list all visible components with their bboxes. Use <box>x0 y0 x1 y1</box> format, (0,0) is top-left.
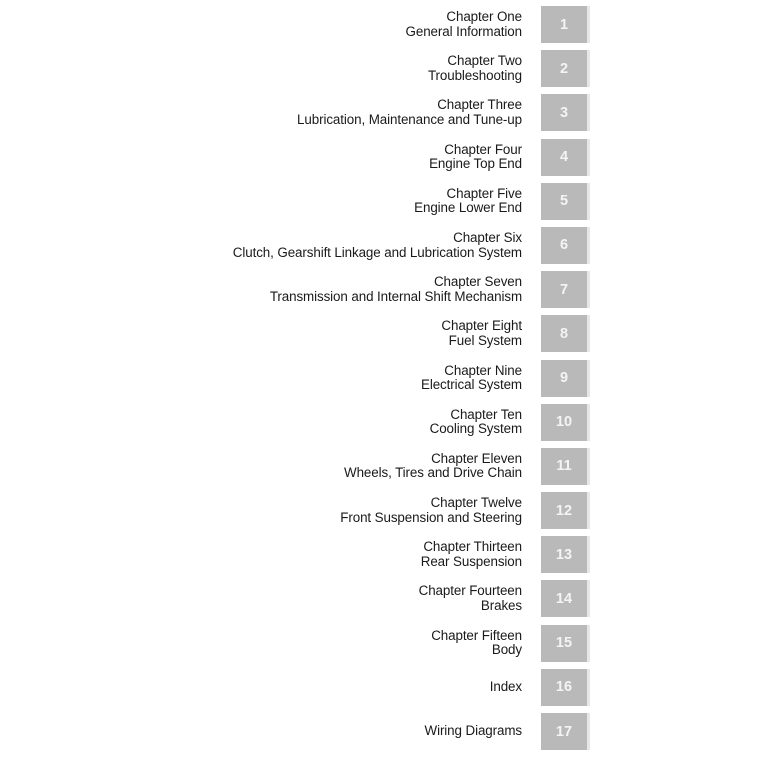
chapter-label: Chapter Two <box>447 53 522 69</box>
chapter-label: Chapter Eight <box>441 318 522 334</box>
tab-edge <box>587 404 590 441</box>
toc-entry-13[interactable] <box>0 536 770 580</box>
toc-entry-9[interactable] <box>0 360 770 404</box>
toc-entry-6[interactable] <box>0 227 770 271</box>
chapter-tab-1[interactable]: 1 <box>541 6 587 43</box>
tab-edge <box>587 183 590 220</box>
chapter-title: Engine Top End <box>429 156 522 172</box>
tab-edge <box>587 315 590 352</box>
toc-entry-12[interactable] <box>0 492 770 536</box>
entry-labels <box>344 452 522 481</box>
chapter-tab-11[interactable]: 11 <box>541 448 587 485</box>
entry-labels <box>233 231 522 260</box>
entry-labels <box>441 319 522 348</box>
toc-entry-5[interactable] <box>0 183 770 227</box>
chapter-label: Chapter Six <box>453 229 522 245</box>
toc-entry-3[interactable] <box>0 94 770 138</box>
entry-labels <box>340 496 522 525</box>
chapter-label: Chapter Eleven <box>431 450 522 466</box>
tab-edge <box>587 492 590 529</box>
chapter-label: Chapter Three <box>437 97 522 113</box>
tab-edge <box>587 94 590 131</box>
chapter-title: Brakes <box>480 598 522 614</box>
chapter-title: General Information <box>405 23 522 39</box>
entry-labels <box>421 364 522 393</box>
chapter-label: Chapter Nine <box>444 362 522 378</box>
chapter-label: Chapter Fourteen <box>418 583 522 599</box>
chapter-tab-2[interactable]: 2 <box>541 50 587 87</box>
chapter-label: Chapter Seven <box>433 274 522 290</box>
toc-entry-2[interactable] <box>0 50 770 94</box>
chapter-label: Chapter Thirteen <box>423 539 522 555</box>
toc-entry-4[interactable] <box>0 139 770 183</box>
entry-labels <box>297 98 522 127</box>
chapter-title: Cooling System <box>429 421 522 437</box>
chapter-label: Chapter Five <box>446 185 522 201</box>
index-label: Index <box>489 678 522 694</box>
entry-labels <box>419 584 522 613</box>
entry-labels <box>414 187 522 216</box>
chapter-tab-15[interactable]: 15 <box>541 625 587 662</box>
table-of-contents <box>0 6 770 757</box>
chapter-title: Clutch, Gearshift Linkage and Lubrication System <box>232 244 522 260</box>
tab-edge <box>587 139 590 176</box>
chapter-tab-7[interactable]: 7 <box>541 271 587 308</box>
chapter-title: Electrical System <box>421 377 522 393</box>
toc-entry-11[interactable] <box>0 448 770 492</box>
chapter-tab-16[interactable]: 16 <box>541 669 587 706</box>
tab-edge <box>587 448 590 485</box>
entry-labels <box>406 10 522 39</box>
entry-labels <box>428 54 522 83</box>
chapter-tab-17[interactable]: 17 <box>541 713 587 750</box>
entry-labels <box>430 408 522 437</box>
chapter-title: Front Suspension and Steering <box>340 509 522 525</box>
chapter-tab-4[interactable]: 4 <box>541 139 587 176</box>
chapter-tab-9[interactable]: 9 <box>541 360 587 397</box>
tab-edge <box>587 536 590 573</box>
chapter-title: Wheels, Tires and Drive Chain <box>344 465 522 481</box>
chapter-label: Chapter Fifteen <box>431 627 522 643</box>
chapter-title: Body <box>491 642 522 658</box>
tab-edge <box>587 360 590 397</box>
chapter-tab-3[interactable]: 3 <box>541 94 587 131</box>
chapter-tab-8[interactable]: 8 <box>541 315 587 352</box>
chapter-label: Chapter Ten <box>450 406 522 422</box>
chapter-title: Fuel System <box>448 332 522 348</box>
tab-edge <box>587 669 590 706</box>
chapter-title: Engine Lower End <box>414 200 522 216</box>
toc-entry-14[interactable] <box>0 580 770 624</box>
toc-entry-10[interactable] <box>0 404 770 448</box>
entry-labels <box>270 275 522 304</box>
tab-edge <box>587 227 590 264</box>
chapter-tab-14[interactable]: 14 <box>541 580 587 617</box>
chapter-label: Chapter One <box>446 9 522 24</box>
entry-labels <box>429 143 522 172</box>
toc-entry-7[interactable] <box>0 271 770 315</box>
chapter-tab-13[interactable]: 13 <box>541 536 587 573</box>
tab-edge <box>587 713 590 750</box>
tab-edge <box>587 271 590 308</box>
chapter-tab-12[interactable]: 12 <box>541 492 587 529</box>
tab-edge <box>587 580 590 617</box>
tab-edge <box>587 6 590 43</box>
entry-labels <box>421 540 522 569</box>
toc-entry-1[interactable] <box>0 6 770 50</box>
chapter-title: Transmission and Internal Shift Mechanism <box>269 288 522 304</box>
chapter-tab-5[interactable]: 5 <box>541 183 587 220</box>
chapter-tab-6[interactable]: 6 <box>541 227 587 264</box>
entry-labels <box>431 629 522 658</box>
chapter-title: Lubrication, Maintenance and Tune-up <box>297 111 522 127</box>
entry-labels <box>425 724 522 739</box>
toc-entry-wiring-diagrams[interactable] <box>0 713 770 757</box>
chapter-tab-10[interactable]: 10 <box>541 404 587 441</box>
toc-entry-index[interactable] <box>0 669 770 713</box>
tab-edge <box>587 625 590 662</box>
chapter-label: Chapter Twelve <box>430 495 522 511</box>
tab-edge <box>587 50 590 87</box>
chapter-title: Rear Suspension <box>420 553 522 569</box>
entry-labels <box>490 680 522 695</box>
toc-entry-8[interactable] <box>0 315 770 359</box>
chapter-title: Troubleshooting <box>427 67 522 83</box>
chapter-label: Chapter Four <box>444 141 522 157</box>
toc-entry-15[interactable] <box>0 625 770 669</box>
wiring-diagrams-label: Wiring Diagrams <box>424 723 522 738</box>
